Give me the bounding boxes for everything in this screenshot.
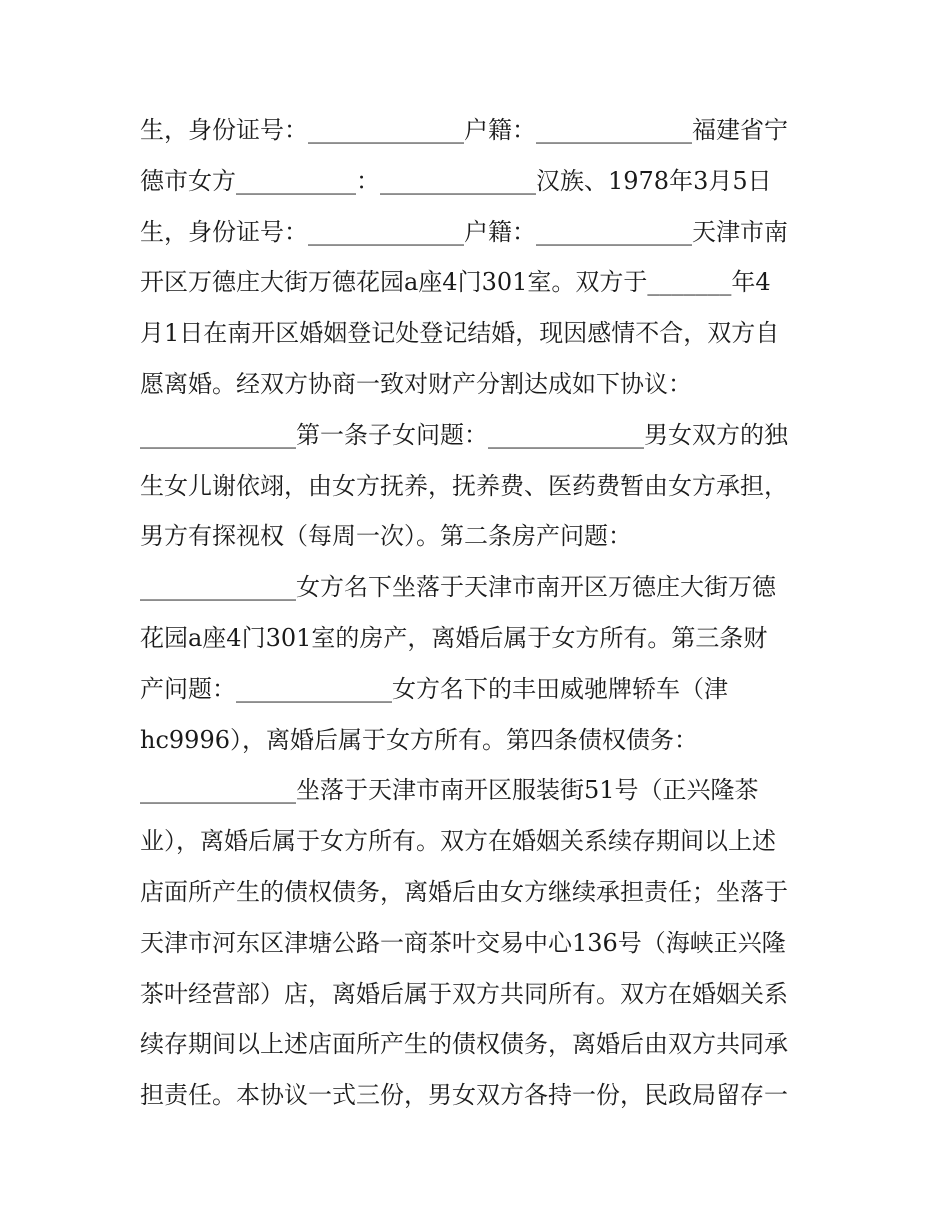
text-line: 生女儿谢依翊，由女方抚养，抚养费、医药费暂由女方承担， [140, 471, 788, 500]
text-line: 德市女方__________：_____________汉族、1978年3月5日 [140, 166, 772, 195]
text-line: 月1日在南开区婚姻登记处登记结婚，现因感情不合，双方自 [140, 319, 780, 348]
text-line: 男方有探视权（每周一次）。第二条房产问题： [140, 522, 632, 551]
text-line: 续存期间以上述店面所产生的债权债务，离婚后由双方共同承 [140, 1030, 788, 1059]
text-line: 生，身份证号：_____________户籍：_____________天津市南 [140, 217, 788, 246]
text-line: 愿离婚。经双方协商一致对财产分割达成如下协议： [140, 369, 692, 398]
text-line: 产问题：_____________女方名下的丰田威驰牌轿车（津 [140, 674, 728, 703]
text-line: 天津市河东区津塘公路一商茶叶交易中心136号（海峡正兴隆 [140, 928, 786, 957]
text-line: 业），离婚后属于女方所有。双方在婚姻关系续存期间以上述 [140, 827, 776, 856]
agreement-body-text [140, 105, 820, 1121]
text-line: 开区万德庄大街万德花园a座4门301室。双方于_______年4 [140, 268, 771, 297]
text-line: _____________坐落于天津市南开区服装街51号（正兴隆茶 [140, 776, 759, 805]
text-line: 生，身份证号：_____________户籍：_____________福建省宁 [140, 116, 788, 144]
text-line: hc9996），离婚后属于女方所有。第四条债权债务： [140, 725, 698, 754]
text-line: 花园a座4门301室的房产，离婚后属于女方所有。第三条财 [140, 623, 768, 652]
text-line: _____________女方名下坐落于天津市南开区万德庄大街万德 [140, 573, 776, 602]
text-line: 茶叶经营部）店，离婚后属于双方共同所有。双方在婚姻关系 [140, 979, 788, 1008]
text-line: 店面所产生的债权债务，离婚后由女方继续承担责任；坐落于 [140, 877, 788, 906]
text-line: _____________第一条子女问题：_____________男女双方的独 [140, 420, 788, 449]
text-line: 担责任。本协议一式三份，男女双方各持一份，民政局留存一 [140, 1081, 788, 1110]
